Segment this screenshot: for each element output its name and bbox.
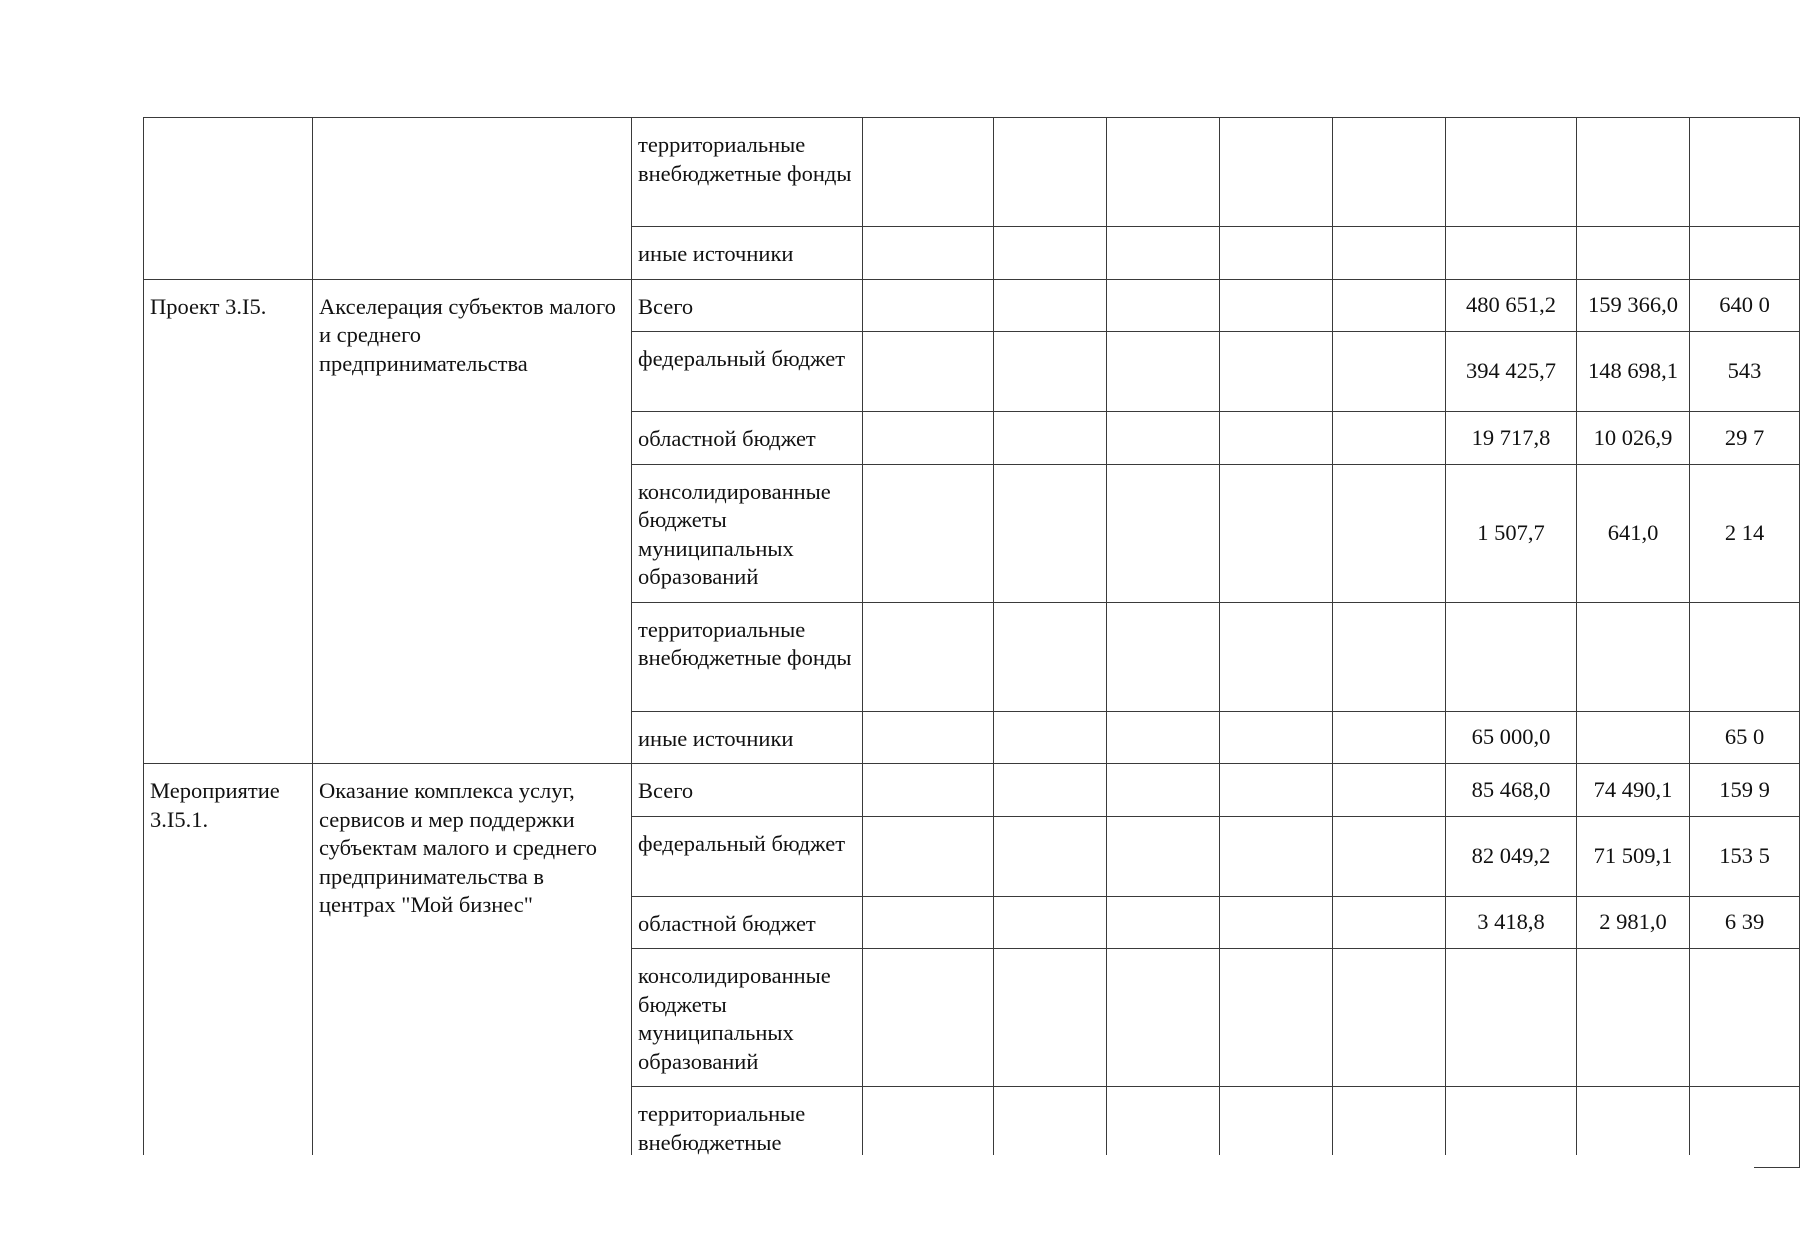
table-cell-source: Всего — [632, 279, 863, 332]
table-cell-value-3: 153 5 — [1690, 816, 1800, 896]
table-cell-value-1: 19 717,8 — [1446, 412, 1577, 465]
table-cell-value-2: 71 509,1 — [1577, 816, 1690, 896]
table-cell-empty — [994, 602, 1107, 711]
table-cell-value-3: 6 39 — [1690, 896, 1800, 949]
table-cell-value-3: 640 0 — [1690, 279, 1800, 332]
table-cell-source: территориальные внебюджетные — [632, 1087, 863, 1168]
table-cell-value-1: 3 418,8 — [1446, 896, 1577, 949]
table-cell-value-2: 641,0 — [1577, 464, 1690, 602]
table-cell-empty — [1220, 896, 1333, 949]
table-cell-empty — [994, 464, 1107, 602]
table-cell-empty — [1220, 227, 1333, 280]
table-cell-empty — [994, 949, 1107, 1087]
table-cell-value-3 — [1690, 227, 1800, 280]
table-cell-value-2 — [1577, 118, 1690, 227]
table-cell-empty — [994, 764, 1107, 817]
table-cell-empty — [994, 816, 1107, 896]
table-cell-source: территориальные внебюджетные фонды — [632, 602, 863, 711]
table-row — [144, 764, 1800, 817]
table-cell-source: областной бюджет — [632, 412, 863, 465]
table-cell-value-3: 543 — [1690, 332, 1800, 412]
table-cell-value-1 — [1446, 602, 1577, 711]
table-cell-value-2 — [1577, 602, 1690, 711]
table-cell-name: Оказание комплекса услуг, сервисов и мер поддержки субъектам малого и среднего предпринимательства в центрах "Мой бизнес" — [313, 764, 632, 1168]
table-cell-empty — [1107, 279, 1220, 332]
table-cell-empty — [1107, 332, 1220, 412]
table-cell-value-3: 159 9 — [1690, 764, 1800, 817]
table-cell-empty — [1333, 332, 1446, 412]
table-cell-empty — [1107, 711, 1220, 764]
table-cell-value-3 — [1690, 118, 1800, 227]
table-cell-source: федеральный бюджет — [632, 332, 863, 412]
table-cell-empty — [1220, 464, 1333, 602]
table-cell-empty — [1220, 412, 1333, 465]
table-cell-value-1: 82 049,2 — [1446, 816, 1577, 896]
table-cell-value-1: 85 468,0 — [1446, 764, 1577, 817]
table-cell-empty — [1220, 279, 1333, 332]
table-cell-value-3: 2 14 — [1690, 464, 1800, 602]
table-cell-value-2: 148 698,1 — [1577, 332, 1690, 412]
table-cell-empty — [1220, 816, 1333, 896]
table-cell-value-2 — [1577, 949, 1690, 1087]
table-cell-value-3 — [1690, 602, 1800, 711]
table-cell-empty — [1333, 227, 1446, 280]
table-cell-value-1 — [1446, 227, 1577, 280]
table-cell-source: иные источники — [632, 227, 863, 280]
table-cell-empty — [1333, 118, 1446, 227]
table-cell-value-2: 74 490,1 — [1577, 764, 1690, 817]
table-cell-empty — [863, 949, 994, 1087]
table-cell-value-2: 2 981,0 — [1577, 896, 1690, 949]
table-cell-value-1 — [1446, 949, 1577, 1087]
table-cell-empty — [1333, 949, 1446, 1087]
table-cell-value-2: 10 026,9 — [1577, 412, 1690, 465]
table-cell-empty — [863, 227, 994, 280]
table-cell-value-2: 159 366,0 — [1577, 279, 1690, 332]
table-cell-empty — [1333, 279, 1446, 332]
table-cell-code — [144, 118, 313, 280]
table-cell-value-1 — [1446, 118, 1577, 227]
table-row — [144, 118, 1800, 227]
table-cell-empty — [1333, 711, 1446, 764]
table-cell-source: консолидированные бюджеты муниципальных образований — [632, 949, 863, 1087]
table-cell-empty — [1333, 816, 1446, 896]
table-cell-source: Всего — [632, 764, 863, 817]
table-cell-empty — [994, 227, 1107, 280]
table-cell-empty — [1220, 332, 1333, 412]
table-cell-empty — [1333, 464, 1446, 602]
table-cell-empty — [1220, 118, 1333, 227]
table-cell-source: областной бюджет — [632, 896, 863, 949]
table-cell-empty — [863, 602, 994, 711]
table-cell-empty — [1220, 764, 1333, 817]
table-cell-value-3 — [1690, 949, 1800, 1087]
table-cell-source: консолидированные бюджеты муниципальных образований — [632, 464, 863, 602]
table-cell-empty — [863, 896, 994, 949]
table-cell-value-3: 65 0 — [1690, 711, 1800, 764]
table-cell-empty — [1107, 764, 1220, 817]
table-cell-empty — [1107, 816, 1220, 896]
table-cell-empty — [1107, 118, 1220, 227]
table-cell-empty — [994, 332, 1107, 412]
table-cell-value-1: 1 507,7 — [1446, 464, 1577, 602]
table-cell-empty — [1107, 464, 1220, 602]
table-cell-empty — [863, 279, 994, 332]
table-cell-value-2 — [1577, 711, 1690, 764]
table-cell-empty — [863, 412, 994, 465]
table-cell-empty — [1107, 949, 1220, 1087]
table-cell-empty — [1220, 602, 1333, 711]
table-cell-empty — [863, 764, 994, 817]
table-cell-value-3: 29 7 — [1690, 412, 1800, 465]
table-cell-source: федеральный бюджет — [632, 816, 863, 896]
table-cell-empty — [863, 118, 994, 227]
table-cell-empty — [863, 816, 994, 896]
table-cell-empty — [1220, 711, 1333, 764]
table-cell-value-1: 480 651,2 — [1446, 279, 1577, 332]
table-cell-value-1: 65 000,0 — [1446, 711, 1577, 764]
table-cell-name: Акселерация субъектов малого и среднего предпринимательства — [313, 279, 632, 764]
table-cell-empty — [863, 464, 994, 602]
table-cell-empty — [863, 711, 994, 764]
table-cell-empty — [994, 711, 1107, 764]
table-cell-code: Проект 3.I5. — [144, 279, 313, 764]
table-cell-empty — [1107, 412, 1220, 465]
budget-table — [143, 117, 1800, 1168]
table-cell-empty — [1107, 896, 1220, 949]
table-cell-empty — [994, 118, 1107, 227]
table-cell-empty — [994, 279, 1107, 332]
table-cell-empty — [863, 332, 994, 412]
table-cell-source: иные источники — [632, 711, 863, 764]
table-cell-empty — [1333, 602, 1446, 711]
table-cell-empty — [1333, 412, 1446, 465]
table-cell-empty — [1333, 764, 1446, 817]
table-cell-value-2 — [1577, 227, 1690, 280]
table-cell-empty — [1107, 227, 1220, 280]
budget-table-body — [144, 118, 1800, 1168]
table-cell-empty — [994, 412, 1107, 465]
table-cell-value-1: 394 425,7 — [1446, 332, 1577, 412]
table-cell-empty — [1107, 602, 1220, 711]
table-cell-empty — [1220, 949, 1333, 1087]
table-cell-source: территориальные внебюджетные фонды — [632, 118, 863, 227]
page-bottom-margin — [0, 1155, 1754, 1240]
table-row — [144, 279, 1800, 332]
table-cell-empty — [1333, 896, 1446, 949]
table-cell-code: Мероприятие 3.I5.1. — [144, 764, 313, 1168]
table-cell-empty — [994, 896, 1107, 949]
table-cell-name — [313, 118, 632, 280]
